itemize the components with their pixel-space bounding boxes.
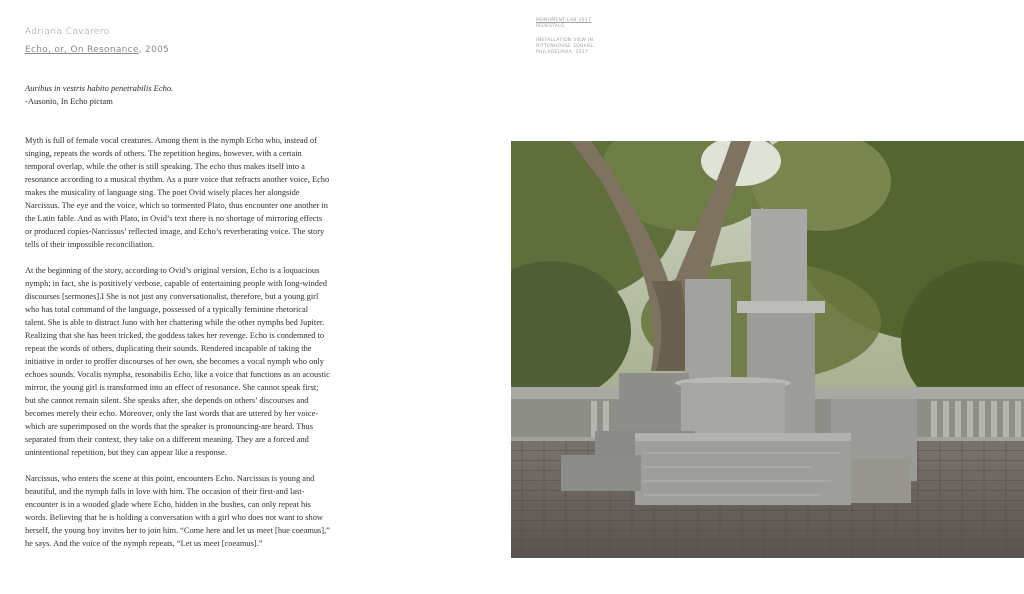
- essay-body: [25, 134, 330, 563]
- paragraph-3: Narcissus, who enters the scene at this point, encounters Echo. Narcissus is young and beautiful, and the nymph falls in love with him. The occasion of their first-and last-encounter is in a wooded glade where Echo, hidden in the bushes, can only repeat his words. Believing that he is holding a conversation with a girl who does not want to show herself, the young boy invites her to join him. “Come here and let us meet [hue coeamus],” he says. And the voice of the nymph repeats, “Let us meet [coeamus].”: [25, 474, 330, 548]
- page-header: [25, 27, 169, 55]
- epigraph: [25, 82, 173, 107]
- caption-install-3: PHILADELPHIA, 2017: [536, 50, 589, 55]
- caption-gap: [536, 30, 595, 38]
- work-year: , 2005: [138, 45, 170, 55]
- epigraph-quote: Auribus in vestris habito penetrabilis Echo.: [25, 83, 174, 93]
- author-name: Adriana Cavarero: [25, 27, 110, 37]
- caption-title[interactable]: MONUMENT LAB 2017: [536, 18, 592, 23]
- caption-install-1: INSTALLATION VIEW IN: [536, 38, 594, 43]
- caption-install-2: RITTENHOUSE SQUARE,: [536, 44, 596, 49]
- monument-photograph: [511, 141, 1024, 558]
- paragraph-1: Myth is full of female vocal creatures. Among them is the nymph Echo who, instead of singing, repeats the words of others. The repetition begins, however, with a certain temporal overlap, while the other is still speaking. The echo thus makes itself into a resonance according to a musical rhythm. As a pure voice that refracts another voice, Echo makes the musicality of language sing. The poet Ovid wisely places her alongside Narcissus. The eye and the voice, which so tormented Plato, thus encounter one another in the Latin fable. And as with Plato, in Ovid’s text there is no shortage of mirroring effects or produced copies-Narcissus’ reflected image, and Echo’s reverberating voice. The story tells of their impossible reconciliation.: [25, 136, 330, 249]
- caption-subtitle: PEDESTALS: [536, 24, 565, 29]
- image-caption: [536, 18, 595, 56]
- work-title-link[interactable]: Echo, or, On Resonance: [25, 45, 139, 55]
- work-citation: [25, 45, 169, 55]
- paragraph-2: At the beginning of the story, according to Ovid’s original version, Echo is a loquacious nymph; in fact, she is positively verbose, capable of entertaining people with long-winded discourses [sermones].I She is not just any conversationalist, therefore, but a young girl who has total command of the language, possessed of a typically feminine rhetorical talent. She is able to distract Juno with her chattering while the other nymphs bed Jupiter. Realizing that she has been tricked, the goddess takes her revenge. Echo is condemned to repeat the words of others, duplicating their sounds. Rendered incapable of taking the initiative in order to proffer discourses of her own, she becomes a vocal nymph who only echoes sounds. Vocalis nympha, resonabilis Echo, like a voice that functions as an acoustic mirror, the young girl is transformed into an effect of resonance. She cannot speak first; but she cannot remain silent. She speaks after, she depends on others’ discourses and becomes merely their echo. Moreover, only the last words that are uttered by her voice-which are superimposed on the words that the speaker is pronouncing-are heard. Thus separated from their context, they take on a different meaning. They are a forced and unintentional repetition, but they can appear like a response.: [25, 266, 330, 457]
- epigraph-source: -Ausonio, In Echo pictam: [25, 95, 113, 106]
- photo-artwork: [511, 141, 1024, 558]
